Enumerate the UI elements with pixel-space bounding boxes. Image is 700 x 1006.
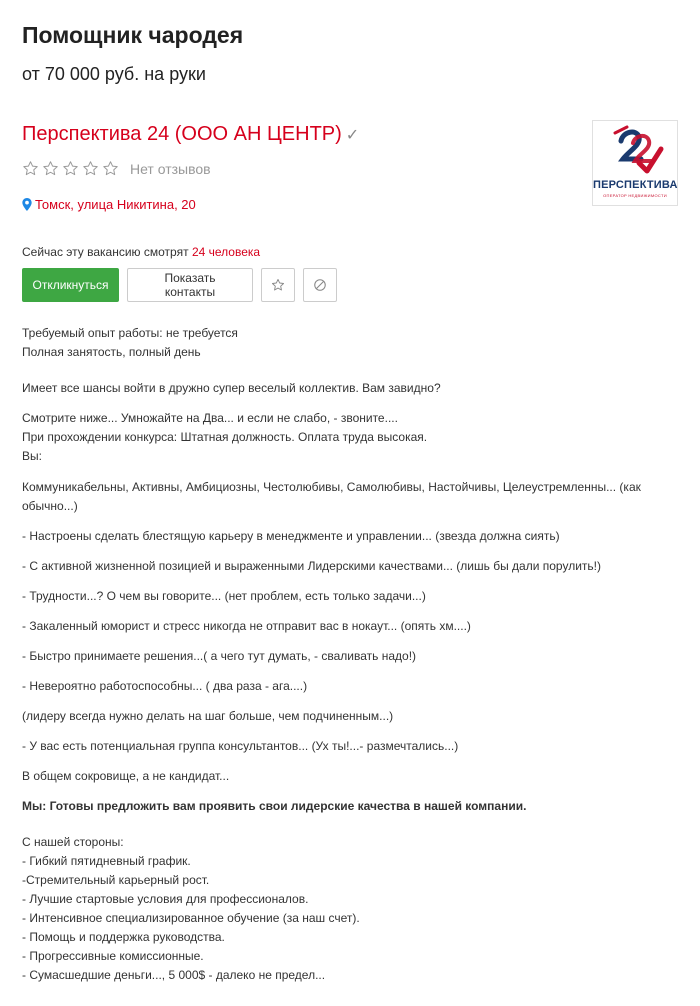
company-address[interactable] xyxy=(22,197,196,212)
block-icon xyxy=(313,278,327,292)
our-side-item: - Интенсивное специализированное обучение (за наш счет). xyxy=(22,911,360,925)
rating-stars[interactable] xyxy=(22,160,119,177)
star-icon xyxy=(102,160,119,177)
employment-line: Полная занятость, полный день xyxy=(22,345,201,359)
salary: от 70 000 руб. на руки xyxy=(22,64,206,84)
our-side-item: - Гибкий пятидневный график. xyxy=(22,854,191,868)
description-point: - Трудности...? О чем вы говорите... (нет проблем, есть только задачи...) xyxy=(22,589,426,603)
company-logo[interactable] xyxy=(592,120,678,206)
vacancy-description xyxy=(22,324,678,985)
vacancy-actions xyxy=(22,268,337,302)
watchers-info xyxy=(22,245,260,259)
address-text[interactable]: Томск, улица Никитина, 20 xyxy=(35,197,196,212)
description-call-1: Смотрите ниже... Умножайте на Два... и если не слабо, - звоните.... xyxy=(22,411,398,425)
offer-heading-text: Мы: Готовы предложить вам проявить свои лидерские качества в нашей компании. xyxy=(22,799,527,813)
company-rating xyxy=(22,160,211,177)
map-pin-icon xyxy=(22,198,32,211)
show-contacts-button[interactable]: Показать контакты xyxy=(127,268,253,302)
description-point: - Закаленный юморист и стресс никогда не отправит вас в нокаут... (опять хм....) xyxy=(22,619,471,633)
offer-heading xyxy=(22,797,678,816)
logo-text: ПЕРСПЕКТИВА xyxy=(593,179,678,191)
star-icon xyxy=(62,160,79,177)
star-icon xyxy=(271,278,285,292)
star-icon xyxy=(42,160,59,177)
description-point: - У вас есть потенциальная группа консультантов... (Ух ты!...- размечтались...) xyxy=(22,739,459,753)
reviews-count[interactable]: Нет отзывов xyxy=(130,160,211,177)
description-point: (лидеру всегда нужно делать на шаг больше, чем подчиненным...) xyxy=(22,709,394,723)
star-icon xyxy=(22,160,39,177)
our-side-item: - Прогрессивные комиссионные. xyxy=(22,949,204,963)
description-point: В общем сокровище, а не кандидат... xyxy=(22,769,230,783)
check-icon: ✓ xyxy=(345,127,360,144)
our-side-item: - Лучшие стартовые условия для профессионалов. xyxy=(22,892,309,906)
job-title: Помощник чародея xyxy=(22,22,244,48)
description-point: - Невероятно работоспособны... ( два раза - ага....) xyxy=(22,679,308,693)
logo-subtitle: ОПЕРАТОР НЕДВИЖИМОСТИ xyxy=(603,193,667,198)
our-side-item: -Стремительный карьерный рост. xyxy=(22,873,210,887)
logo-mark-icon xyxy=(593,121,679,181)
watchers-count: 24 человека xyxy=(191,245,261,259)
description-point: - Настроены сделать блестящую карьеру в менеджменте и управлении... (звезда должна сиять) xyxy=(22,529,560,543)
favorite-button[interactable] xyxy=(261,268,295,302)
description-intro: Имеет все шансы войти в дружно супер веселый коллектив. Вам завидно? xyxy=(22,381,441,395)
our-side-item: - Помощь и поддержка руководства. xyxy=(22,930,225,944)
description-point: - С активной жизненной позицией и выраженными Лидерскими качествами... (лишь бы дали порулить!) xyxy=(22,559,601,573)
description-qualities: Коммуникабельны, Активны, Амбициозны, Честолюбивы, Самолюбивы, Настойчивы, Целеустремленны... (как обычно...) xyxy=(22,480,641,513)
experience-line: Требуемый опыт работы: не требуется xyxy=(22,326,238,340)
hide-vacancy-button[interactable] xyxy=(303,268,337,302)
description-point: - Быстро принимаете решения...( а чего тут думать, - сваливать надо!) xyxy=(22,649,417,663)
company-link[interactable] xyxy=(22,123,359,146)
apply-button[interactable]: Откликнуться xyxy=(22,268,119,302)
watchers-prefix: Сейчас эту вакансию смотрят xyxy=(22,245,189,259)
our-side-item: - Сумасшедшие деньги..., 5 000$ - далеко не предел... xyxy=(22,968,326,982)
description-call-2: При прохождении конкурса: Штатная должность. Оплата труда высокая. xyxy=(22,430,428,444)
our-side-heading: С нашей стороны: xyxy=(22,835,124,849)
star-icon xyxy=(82,160,99,177)
company-name[interactable]: Перспектива 24 (ООО АН ЦЕНТР) xyxy=(22,123,342,145)
description-call-3: Вы: xyxy=(22,449,42,463)
